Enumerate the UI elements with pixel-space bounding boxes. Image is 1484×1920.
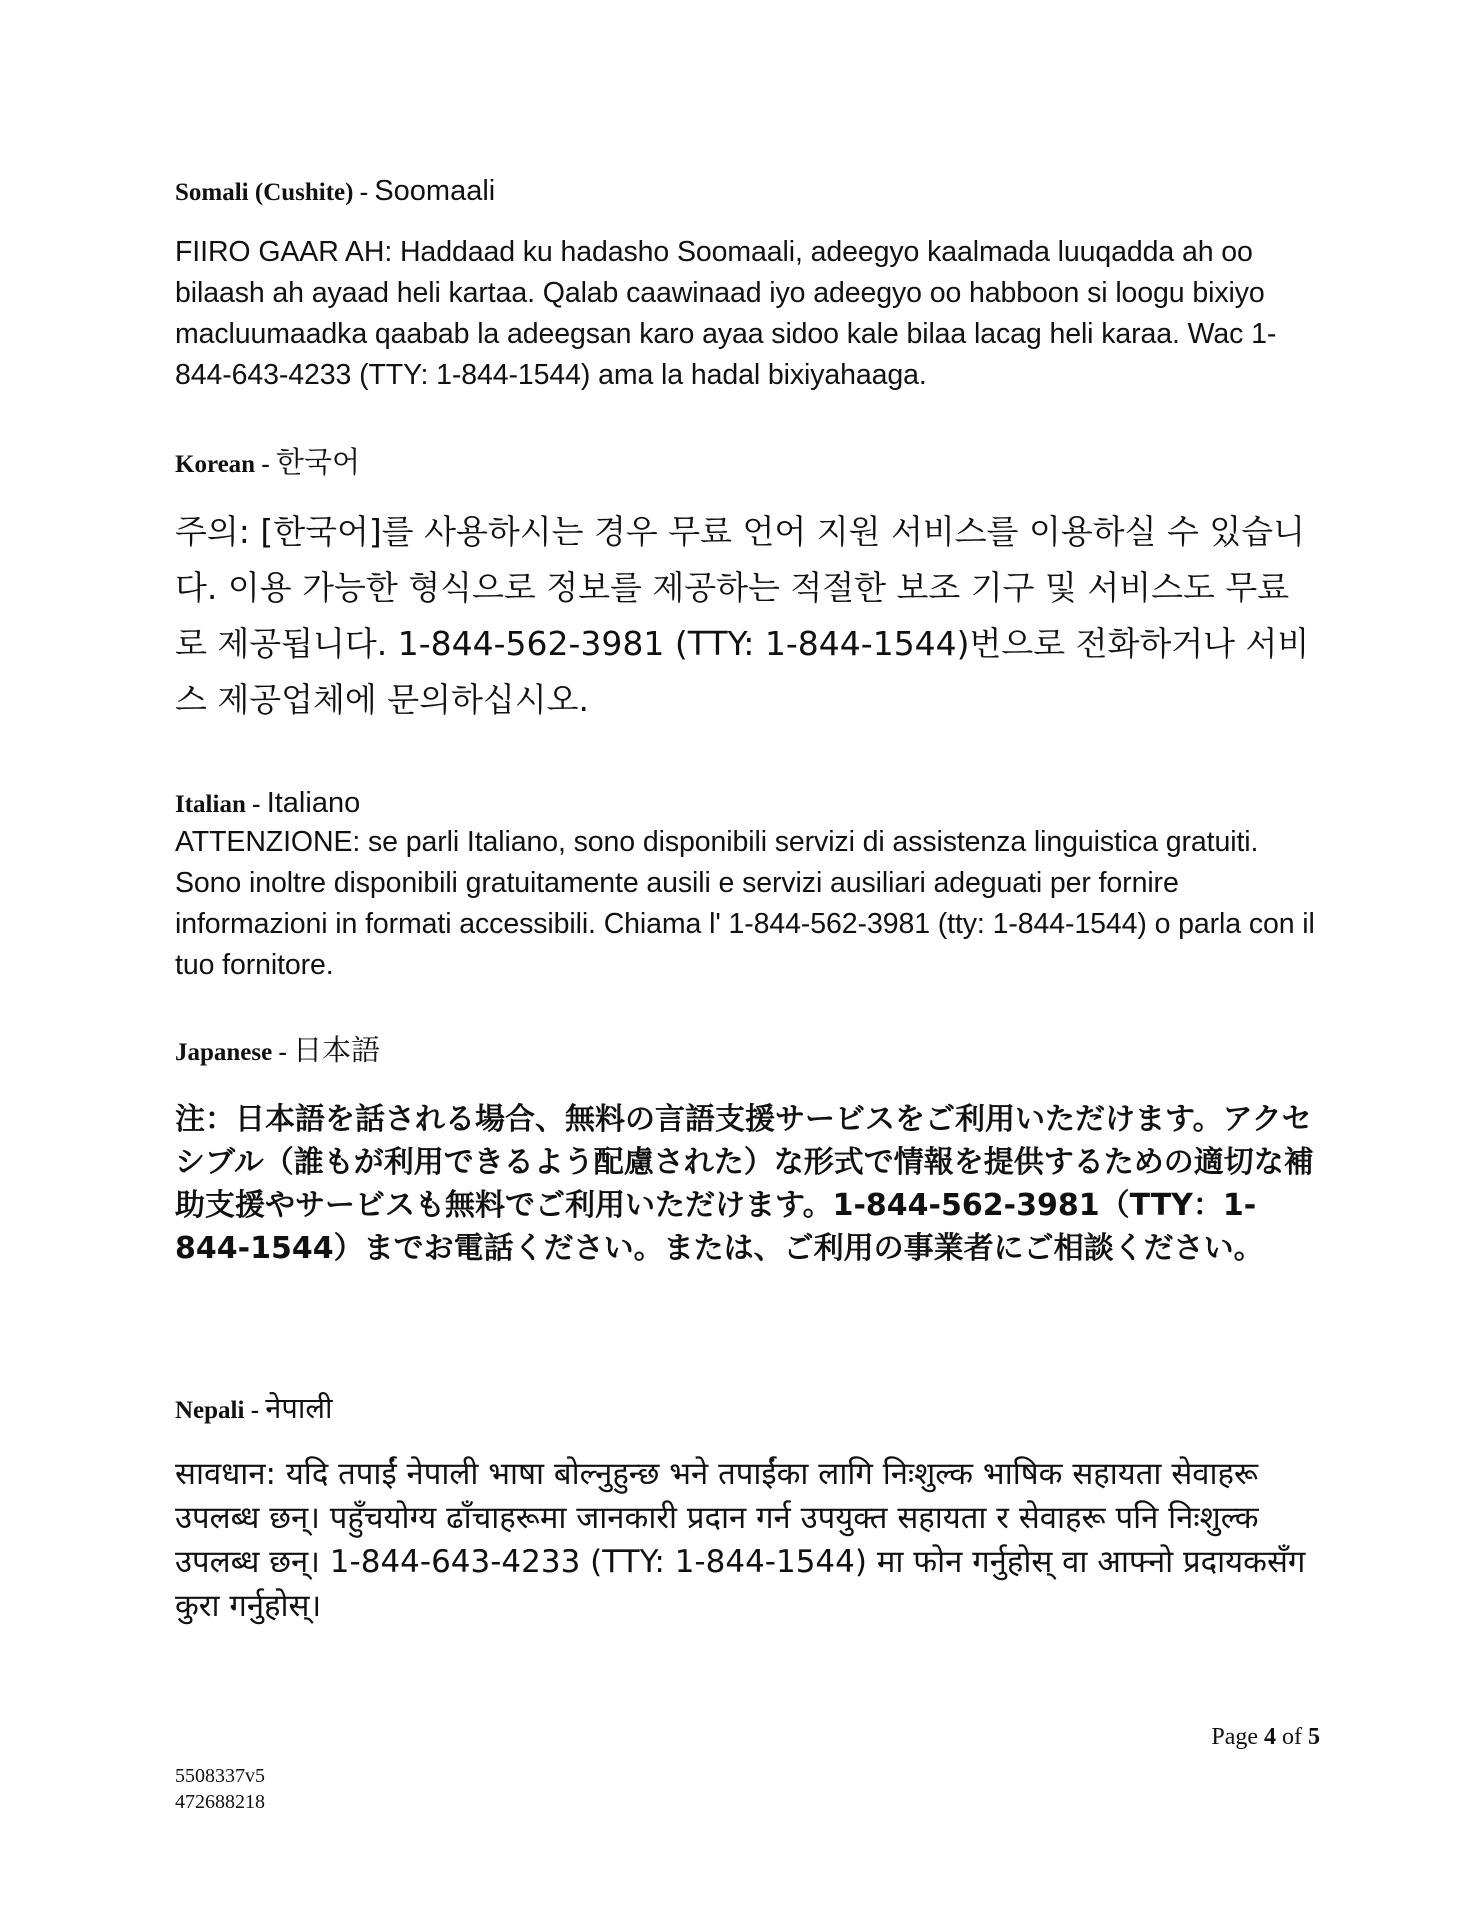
section-heading	[175, 446, 1315, 482]
section-body: FIIRO GAAR AH: Haddaad ku hadasho Soomaali, adeegyo kaalmada luuqadda ah oo bilaash ah ayaad heli kartaa. Qalab caawinaad iyo adeegyo oo habboon si loogu bixiyo macluumaadka qaabab la adeegsan karo ayaa sidoo kale bilaa lacag heli karaa. Wac 1-844-643-4233 (TTY: 1-844-1544) ama la hadal bixiyahaaga.	[175, 236, 1277, 391]
native-language-name: नेपाली	[265, 1393, 333, 1425]
section-nepali	[175, 1392, 1315, 1628]
native-language-name: Italiano	[266, 787, 361, 819]
native-language-name: 日本語	[293, 1035, 381, 1067]
section-italian	[175, 786, 1315, 986]
section-somali	[175, 174, 1315, 396]
doc-version-id: 5508337v5	[175, 1765, 265, 1787]
native-language-name: Soomaali	[374, 175, 496, 207]
section-heading	[175, 786, 1315, 822]
language-name: Somali (Cushite) -	[175, 179, 375, 206]
section-heading	[175, 1392, 1315, 1428]
language-name: Nepali -	[175, 1397, 266, 1424]
section-body: 注：日本語を話される場合、無料の言語支援サービスをご利用いただけます。アクセシブル（誰もが利用できるよう配慮された）な形式で情報を提供するための適切な補助支援やサービスも無料でご利用いただけます。1-844-562-3981（TTY：1-844-1544）までお電話ください。または、ご利用の事業者にご相談ください。	[175, 1102, 1314, 1266]
section-japanese	[175, 1034, 1315, 1270]
language-name: Italian -	[175, 791, 267, 818]
section-body: ATTENZIONE: se parli Italiano, sono disponibili servizi di assistenza linguistica gratuiti. Sono inoltre disponibili gratuitamente ausili e servizi ausiliari adeguati per fornire informazioni in formati accessibili. Chiama l' 1-844-562-3981 (tty: 1-844-1544) o parla con il tuo fornitore.	[175, 826, 1315, 981]
language-name: Japanese -	[175, 1039, 294, 1066]
section-korean	[175, 446, 1315, 728]
page-total: 5	[1308, 1724, 1320, 1750]
section-heading	[175, 1034, 1315, 1070]
page-number	[1211, 1724, 1320, 1751]
section-body: सावधान: यदि तपाईं नेपाली भाषा बोल्नुहुन्छ भने तपाईंका लागि निःशुल्क भाषिक सहायता सेवाहरू उपलब्ध छन्। पहुँचयोग्य ढाँचाहरूमा जानकारी प्रदान गर्न उपयुक्त सहायता र सेवाहरू पनि निःशुल्क उपलब्ध छन्। 1-844-643-4233 (TTY: 1-844-1544) मा फोन गर्नुहोस् वा आफ्नो प्रदायकसँग कुरा गर्नुहोस्।	[175, 1456, 1306, 1624]
page-of: of	[1276, 1724, 1308, 1750]
doc-number: 472688218	[175, 1791, 265, 1813]
native-language-name: 한국어	[275, 447, 360, 479]
language-name: Korean -	[175, 451, 276, 478]
page-current: 4	[1264, 1724, 1276, 1750]
section-body: 주의: [한국어]를 사용하시는 경우 무료 언어 지원 서비스를 이용하실 수 있습니다. 이용 가능한 형식으로 정보를 제공하는 적절한 보조 기구 및 서비스도 무료로 제공됩니다. 1-844-562-3981 (TTY: 1-844-1544)번으로 전화하거나 서비스 제공업체에 문의하십시오.	[175, 512, 1310, 719]
page-prefix: Page	[1211, 1724, 1264, 1750]
document-identifier	[175, 1763, 265, 1815]
section-heading	[175, 174, 1315, 210]
